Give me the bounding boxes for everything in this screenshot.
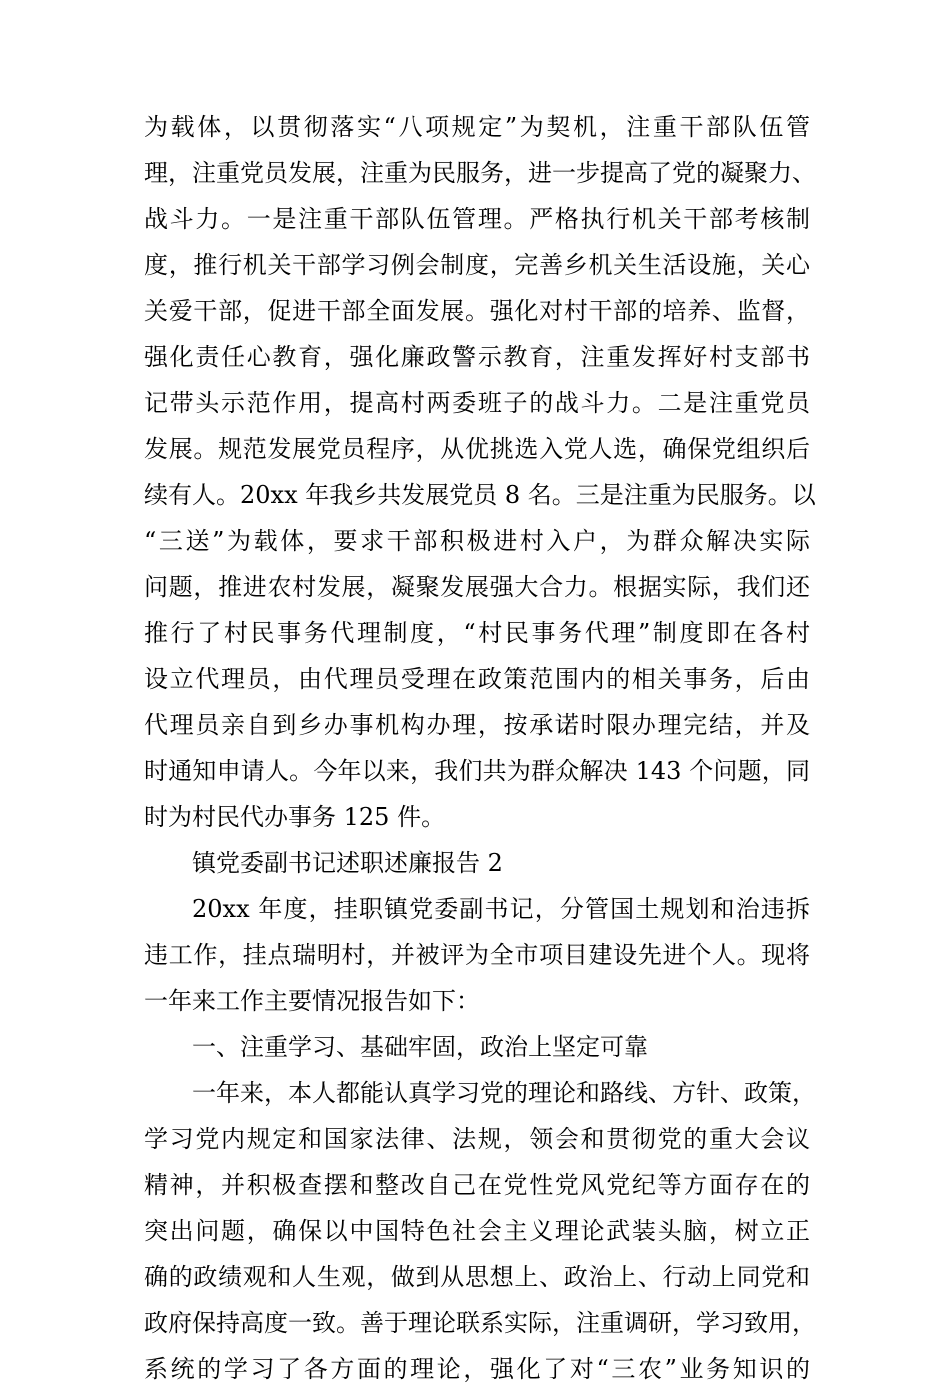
paragraph-line: 系统的学习了各方面的理论，强化了对“三农”业务知识的 xyxy=(144,1355,810,1383)
paragraph-line: 记带头示范作用，提高村两委班子的战斗力。二是注重党员 xyxy=(144,389,810,417)
paragraph-line: 关爱干部，促进干部全面发展。强化对村干部的培养、监督， xyxy=(144,297,810,325)
paragraph-line: “三送”为载体，要求干部积极进村入户，为群众解决实际 xyxy=(144,527,810,555)
paragraph-line: 代理员亲自到乡办事机构办理，按承诺时限办理完结，并及 xyxy=(144,711,810,739)
paragraph-line: 设立代理员，由代理员受理在政策范围内的相关事务，后由 xyxy=(144,665,810,693)
paragraph-line: 度，推行机关干部学习例会制度，完善乡机关生活设施，关心 xyxy=(144,251,810,279)
paragraph-line: 理，注重党员发展，注重为民服务，进一步提高了党的凝聚力、 xyxy=(144,159,816,187)
paragraph-line: 突出问题，确保以中国特色社会主义理论武装头脑，树立正 xyxy=(144,1217,810,1245)
paragraph-line: 政府保持高度一致。善于理论联系实际，注重调研，学习致用， xyxy=(144,1309,816,1337)
paragraph-line: 20xx 年度，挂职镇党委副书记，分管国土规划和治违拆 xyxy=(192,895,810,923)
paragraph-line: 为载体，以贯彻落实“八项规定”为契机，注重干部队伍管 xyxy=(144,113,810,141)
paragraph-line: 推行了村民事务代理制度，“村民事务代理”制度即在各村 xyxy=(144,619,810,647)
paragraph-line: 时为村民代办事务 125 件。 xyxy=(144,803,446,831)
paragraph-line: 战斗力。一是注重干部队伍管理。严格执行机关干部考核制 xyxy=(144,205,810,233)
paragraph-line: 学习党内规定和国家法律、法规，领会和贯彻党的重大会议 xyxy=(144,1125,810,1153)
report-title: 镇党委副书记述职述廉报告 2 xyxy=(192,849,503,877)
paragraph-line: 续有人。20xx 年我乡共发展党员 8 名。三是注重为民服务。以 xyxy=(144,481,816,509)
paragraph-line: 时通知申请人。今年以来，我们共为群众解决 143 个问题，同 xyxy=(144,757,810,785)
paragraph-line: 违工作，挂点瑞明村，并被评为全市项目建设先进个人。现将 xyxy=(144,941,810,969)
document-body xyxy=(144,104,816,1392)
section-heading: 一、注重学习、基础牢固，政治上坚定可靠 xyxy=(192,1033,648,1061)
paragraph-1 xyxy=(144,104,816,840)
paragraph-line: 确的政绩观和人生观，做到从思想上、政治上、行动上同党和 xyxy=(144,1263,810,1291)
paragraph-2 xyxy=(144,886,810,1024)
paragraph-line: 问题，推进农村发展，凝聚发展强大合力。根据实际，我们还 xyxy=(144,573,810,601)
paragraph-line: 一年来工作主要情况报告如下： xyxy=(144,987,480,1015)
paragraph-line: 强化责任心教育，强化廉政警示教育，注重发挥好村支部书 xyxy=(144,343,810,371)
paragraph-line: 一年来，本人都能认真学习党的理论和路线、方针、政策， xyxy=(192,1079,816,1107)
paragraph-line: 精神，并积极查摆和整改自己在党性党风党纪等方面存在的 xyxy=(144,1171,810,1199)
paragraph-line: 发展。规范发展党员程序，从优挑选入党人选，确保党组织后 xyxy=(144,435,810,463)
